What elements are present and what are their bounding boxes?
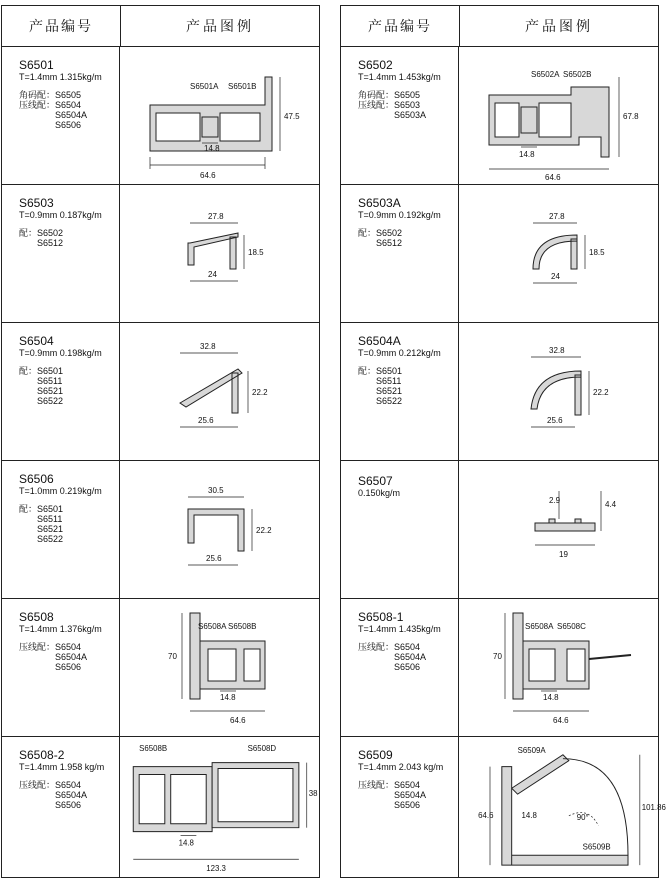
group-item: S6501 [376,366,403,376]
product-figure [459,461,658,598]
product-code: S6508-2 [19,748,65,762]
group-item: S6522 [376,396,403,406]
group-item: S6504A [55,790,88,800]
dim-height: 47.5 [284,112,300,121]
product-figure [120,185,319,322]
dim-height: 4.4 [605,500,617,509]
part-label: S6508A [525,622,554,631]
product-spec: T=1.4mm 1.376kg/m [19,624,102,634]
product-row [2,185,319,323]
group-label: 配： [358,228,377,238]
group-item: S6502 [37,228,64,238]
product-row [2,737,319,877]
product-info [341,737,459,877]
part-label: S6509A [517,745,546,755]
group-label: 压线配： [19,100,56,110]
profile-drawing [459,323,659,461]
dim-angle: 90° [576,812,589,822]
dim-height: 67.8 [623,112,639,121]
group-item: S6506 [55,800,82,810]
product-info [341,599,459,736]
product-code: S6502 [358,58,393,72]
product-row [341,323,658,461]
group-item: S6504A [55,652,88,662]
product-figure [459,599,658,736]
product-code: S6503A [358,196,401,210]
part-label: S6508D [247,743,277,753]
header-code: 产品编号 [2,6,121,46]
group-item: S6501 [37,366,64,376]
product-figure [120,461,319,598]
product-figure [120,737,319,877]
group-item: S6511 [37,514,63,524]
group-item: S6512 [37,238,64,248]
group-item: S6506 [394,662,421,672]
group-item: S6506 [394,800,421,810]
group-item: S6504 [55,642,82,652]
spec-group [19,366,119,406]
dim-width: 27.8 [549,212,565,221]
product-info [341,461,459,598]
product-spec: T=0.9mm 0.192kg/m [358,210,441,220]
part-label: S6509B [582,842,611,852]
product-figure [459,737,666,877]
product-figure [459,185,658,322]
spec-group [358,228,458,248]
group-item: S6521 [376,386,403,396]
product-code: S6508-1 [358,610,404,624]
product-code: S6509 [358,748,393,762]
group-item: S6506 [55,662,82,672]
spec-group [19,228,119,248]
header-figure: 产品图例 [186,18,254,34]
catalog-table-left [1,5,320,878]
group-item: S6512 [376,238,403,248]
product-figure [120,599,319,736]
product-code: S6501 [19,58,54,72]
group-item: S6502 [376,228,403,238]
group-item: S6521 [37,386,64,396]
product-spec: T=1.0mm 0.219kg/m [19,486,102,496]
dim-height: 18.5 [589,248,605,257]
part-label: S6508C [557,622,586,631]
profile-drawing [120,47,320,185]
dim-height: 22.2 [256,526,272,535]
product-info [2,737,120,877]
product-code: S6503 [19,196,54,210]
spec-group [19,780,119,810]
product-code: S6504 [19,334,54,348]
dim-gap: 14.8 [220,693,236,702]
profile-drawing [459,47,659,185]
product-info [341,47,459,184]
spec-group [358,780,458,810]
product-figure [459,47,658,184]
product-spec: T=0.9mm 0.187kg/m [19,210,102,220]
profile-drawing [459,461,659,599]
group-item: S6504 [55,780,82,790]
catalog-table-right [340,5,666,878]
dim-width: 32.8 [549,346,565,355]
group-label: 配： [19,366,38,376]
group-item: S6521 [37,524,64,534]
dim-height: 70 [168,652,177,661]
product-spec: T=0.9mm 0.198kg/m [19,348,102,358]
group-item: S6511 [37,376,63,386]
product-row [341,737,666,877]
profile-drawing [120,737,320,875]
group-label: 配： [358,366,377,376]
dim-height: 22.2 [252,388,268,397]
product-row [341,461,658,599]
group-item: S6504A [394,790,427,800]
group-label: 角码配： [358,90,395,100]
product-row [341,185,658,323]
dim-width: 64.6 [200,171,216,180]
group-label: 配： [19,504,38,514]
profile-drawing [459,737,666,875]
profile-drawing [120,599,320,737]
spec-group [19,90,119,100]
product-row [2,323,319,461]
header-figure: 产品图例 [525,18,593,34]
dim-width: 64.6 [553,716,569,725]
product-info [2,599,120,736]
product-spec: T=1.4mm 1.435kg/m [358,624,441,634]
dim-height: 22.2 [593,388,609,397]
group-label: 压线配： [358,780,395,790]
group-label: 角码配： [19,90,56,100]
table-header [341,6,658,47]
product-spec: T=1.4mm 1.453kg/m [358,72,441,82]
profile-drawing [120,185,320,323]
product-figure [120,323,319,460]
group-item: S6503A [394,110,427,120]
header-code: 产品编号 [341,6,460,46]
part-label: S6501B [228,82,257,91]
group-item: S6505 [394,90,421,100]
dim-width: 30.5 [208,486,224,495]
profile-drawing [459,185,659,323]
product-code: S6508 [19,610,54,624]
dim-depth: 25.6 [547,416,563,425]
group-item: S6501 [37,504,64,514]
product-info [2,461,120,598]
group-item: S6505 [55,90,82,100]
product-row [341,599,658,737]
spec-group [19,100,119,130]
product-info [341,185,459,322]
product-info [2,47,120,184]
part-label: S6501A [190,82,219,91]
dim-gap: 14.8 [204,144,220,153]
group-label: 配： [19,228,38,238]
group-item: S6522 [37,396,64,406]
dim-width: 64.6 [545,173,561,182]
dim-depth: 25.6 [198,416,214,425]
group-label: 压线配： [19,642,56,652]
part-label: S6508B [228,622,257,631]
group-label: 压线配： [19,780,56,790]
dim-gap: 14.8 [521,810,537,820]
spec-group [358,366,458,406]
product-row [2,47,319,185]
dim-height: 38 [308,789,318,799]
product-spec: T=1.4mm 1.958 kg/m [19,762,105,772]
group-item: S6504 [55,100,82,110]
dim-height: 64.6 [478,810,494,820]
dim-lip: 2.9 [549,496,561,505]
product-spec: T=1.4mm 2.043 kg/m [358,762,444,772]
dim-width: 123.3 [206,864,226,874]
product-spec: T=0.9mm 0.212kg/m [358,348,441,358]
group-label: 压线配： [358,642,395,652]
group-item: S6506 [55,120,82,130]
product-info [2,185,120,322]
profile-drawing [120,461,320,599]
dim-height: 70 [493,652,502,661]
dim-depth: 25.6 [206,554,222,563]
product-spec: 0.150kg/m [358,488,401,498]
product-code: S6506 [19,472,54,486]
dim-width: 27.8 [208,212,224,221]
part-label: S6508B [139,743,168,753]
group-item: S6504A [394,652,427,662]
product-code: S6507 [358,474,393,488]
dim-width: 19 [559,550,568,559]
group-item: S6504A [55,110,88,120]
spec-group [358,642,458,672]
dim-height: 18.5 [248,248,264,257]
dim-width: 64.6 [230,716,246,725]
dim-diagonal: 101.86 [641,802,666,812]
product-row [2,461,319,599]
profile-drawing [459,599,659,737]
profile-drawing [120,323,320,461]
product-info [341,323,459,460]
dim-width: 32.8 [200,342,216,351]
part-label: S6508A [198,622,227,631]
dim-depth: 24 [551,272,560,281]
table-header [2,6,319,47]
product-code: S6504A [358,334,401,348]
spec-group [358,90,458,100]
group-item: S6504 [394,642,421,652]
product-spec: T=1.4mm 1.315kg/m [19,72,102,82]
spec-group [19,642,119,672]
dim-depth: 24 [208,270,217,279]
group-item: S6504 [394,780,421,790]
group-item: S6503 [394,100,421,110]
spec-group [358,100,458,120]
part-label: S6502A [531,70,560,79]
group-item: S6522 [37,534,64,544]
product-info [2,323,120,460]
product-row [341,47,658,185]
product-figure [459,323,658,460]
dim-gap: 14.8 [178,838,194,848]
dim-gap: 14.8 [519,150,535,159]
dim-gap: 14.8 [543,693,559,702]
spec-group [19,504,119,544]
part-label: S6502B [563,70,592,79]
product-figure [120,47,319,184]
product-row [2,599,319,737]
group-item: S6511 [376,376,402,386]
group-label: 压线配： [358,100,395,110]
